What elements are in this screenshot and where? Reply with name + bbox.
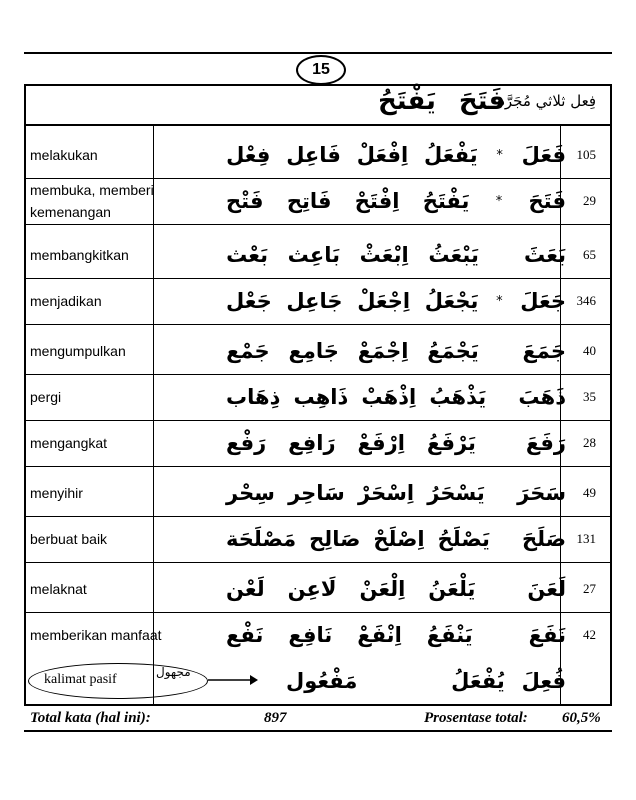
row-count: 40 (583, 343, 596, 358)
verb-present: يَفْعَلُ (424, 143, 478, 167)
verb-imperative: اِبْعَثْ (359, 243, 409, 267)
verb-row (26, 278, 610, 325)
top-rule (24, 52, 612, 54)
verb-row (26, 420, 610, 467)
verb-participle: فَاعِل (286, 143, 341, 167)
verb-row (26, 470, 610, 517)
verb-masdar: ذِهَاب (226, 385, 281, 409)
row-meaning: memberikan manfaat (30, 627, 162, 643)
chapter-label: فِعل ثلاثي مُجَرَّد (498, 92, 596, 110)
row-meaning: pergi (30, 389, 62, 405)
row-meaning: berbuat baik (30, 531, 108, 547)
verb-masdar: فَتْح (226, 189, 264, 213)
verb-past: فَعَلَ (521, 143, 566, 167)
verb-imperative: اِصْلَحْ (373, 527, 425, 551)
row-verb-forms (226, 278, 566, 324)
row-verb-forms (226, 232, 566, 278)
verb-past: صَلَحَ (522, 527, 566, 551)
verb-present: يَجْمَعُ (427, 339, 479, 363)
row-meaning: membangkitkan (30, 247, 129, 263)
verb-participle: جَاعِل (286, 289, 343, 313)
verb-past: جَمَعَ (522, 339, 566, 363)
verb-participle: سَاحِر (288, 481, 345, 505)
row-count: 346 (576, 293, 596, 308)
verb-participle: لَاعِن (287, 577, 337, 601)
percent-value: 60,5% (562, 710, 601, 726)
row-meaning: menjadikan (30, 293, 102, 309)
bottom-rule (24, 730, 612, 732)
verb-row (26, 612, 610, 658)
row-count: 131 (576, 531, 596, 546)
row-count: 28 (583, 435, 596, 450)
row-verb-forms (226, 420, 566, 466)
verb-row (26, 178, 610, 225)
verb-present: يَسْحَرُ (427, 481, 485, 505)
row-count: 65 (583, 247, 596, 262)
verb-past: رَفَعَ (525, 431, 566, 455)
verb-past: بَعَثَ (524, 243, 566, 267)
chapter-verb-past: فَتَحَ (458, 86, 506, 116)
verb-masdar: سِحْر (226, 481, 275, 505)
verb-masdar: فِعْل (226, 143, 271, 167)
row-meaning: melaknat (30, 581, 87, 597)
passive-present: يُفْعَلُ (451, 669, 505, 693)
verb-participle: ذَاهِب (293, 385, 349, 409)
row-count: 49 (583, 485, 596, 500)
verb-present: يَجْعَلُ (424, 289, 479, 313)
verb-past: سَحَرَ (517, 481, 566, 505)
verb-imperative: اِسْحَرْ (358, 481, 415, 505)
passive-label: kalimat pasif (44, 672, 117, 687)
verb-masdar: مَصْلَحَة (226, 527, 297, 551)
verb-imperative: اِفْتَحْ (354, 189, 400, 213)
arrow-right-icon (208, 673, 258, 687)
verb-past: ذَهَبَ (518, 385, 566, 409)
verb-row (26, 328, 610, 375)
row-meaning: mengangkat (30, 435, 108, 451)
row-verb-forms (226, 178, 566, 224)
verb-present: يَرْفَعُ (426, 431, 476, 455)
verb-past: لَعَنَ (527, 577, 566, 601)
total-label: Total kata (hal ini): (30, 710, 151, 726)
passive-forms (286, 658, 566, 704)
page-number: 15 (296, 55, 346, 85)
verb-row (26, 516, 610, 563)
verb-present: يَصْلَحُ (437, 527, 490, 551)
verb-past: نَفَعَ (528, 623, 566, 647)
verb-participle: رَافِع (288, 431, 336, 455)
verb-participle: نَافِع (288, 623, 333, 647)
passive-label-arabic: مجهول (156, 665, 191, 679)
row-count: 27 (583, 581, 596, 596)
row-count: 105 (576, 147, 596, 162)
verb-present: يَفْتَحُ (422, 189, 470, 213)
verb-imperative: اِجْمَعْ (357, 339, 409, 363)
verb-masdar: بَعْث (226, 243, 269, 267)
row-count: 42 (583, 627, 596, 642)
verb-imperative: اِذْهَبْ (361, 385, 417, 409)
row-meaning: mengumpulkan (30, 343, 126, 359)
verb-participle: صَالِح (309, 527, 361, 551)
verb-participle: بَاعِث (287, 243, 340, 267)
row-verb-forms (226, 470, 566, 516)
passive-participle: مَفْعُول (286, 669, 358, 693)
verb-imperative: اِجْعَلْ (357, 289, 411, 313)
verb-past: جَعَلَ (520, 289, 566, 313)
verb-masdar: جَمْع (226, 339, 270, 363)
verb-present: يَذْهَبُ (429, 385, 487, 409)
verb-present: يَلْعَنُ (428, 577, 476, 601)
verb-participle: جَامِع (288, 339, 339, 363)
star-marker: * (496, 147, 503, 163)
chapter-verb-present: يَفْتَحُ (378, 86, 436, 116)
chapter-header (26, 86, 610, 126)
verb-row (26, 132, 610, 179)
verb-masdar: جَعْل (226, 289, 272, 313)
verb-row (26, 566, 610, 613)
total-value: 897 (264, 710, 287, 726)
verb-past: فَتَحَ (528, 189, 566, 213)
verb-imperative: اِلْعَنْ (359, 577, 406, 601)
passive-past: فُعِلَ (521, 669, 566, 693)
row-verb-forms (226, 328, 566, 374)
star-marker: * (496, 293, 503, 309)
verb-row (26, 374, 610, 421)
verb-imperative: اِنْفَعْ (357, 623, 402, 647)
row-meaning: melakukan (30, 147, 98, 163)
percent-label: Prosentase total: (424, 710, 528, 726)
row-verb-forms (226, 374, 566, 420)
verb-masdar: رَفْع (226, 431, 267, 455)
row-verb-forms (226, 612, 566, 658)
row-meaning: membuka, memberi kemenangan (30, 182, 154, 220)
row-count: 29 (583, 193, 596, 208)
verb-masdar: نَفْع (226, 623, 264, 647)
row-verb-forms (226, 516, 566, 562)
chapter-verb (378, 86, 505, 116)
verb-present: يَبْعَثُ (428, 243, 479, 267)
row-count: 35 (583, 389, 596, 404)
row-meaning: menyihir (30, 485, 83, 501)
verb-present: يَنْفَعُ (426, 623, 473, 647)
verb-imperative: اِفْعَلْ (356, 143, 409, 167)
row-verb-forms (226, 132, 566, 178)
verb-participle: فَاتِح (286, 189, 332, 213)
star-marker: * (495, 193, 503, 209)
row-verb-forms (226, 566, 566, 612)
verb-imperative: اِرْفَعْ (357, 431, 405, 455)
verb-masdar: لَعْن (226, 577, 265, 601)
verb-row (26, 232, 610, 279)
